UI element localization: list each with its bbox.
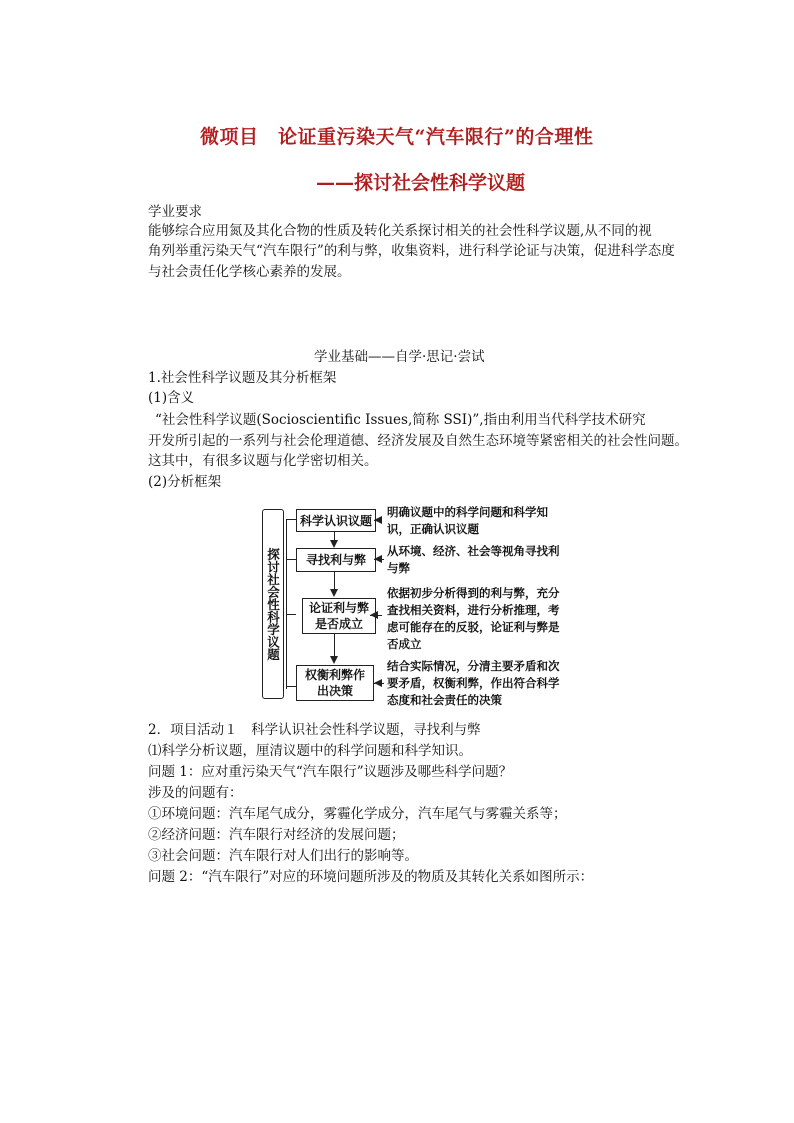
activity-title: 2．项目活动１ 科学认识社会性科学议题，寻找利与弊 — [148, 722, 481, 738]
requirements-line-2: 角列举重污染天气“汽车限行”的利与弊，收集资料，进行科学论证与决策，促进科学态度 — [148, 243, 675, 259]
step-box-2: 寻找利与弊 — [296, 548, 376, 572]
left-arrow-head — [374, 679, 382, 687]
issues-intro: 涉及的问题有： — [148, 785, 243, 801]
down-arrow-head — [330, 656, 338, 664]
requirements-heading: 学业要求 — [148, 204, 202, 220]
down-arrow-line — [334, 633, 335, 657]
connector-tick — [286, 614, 296, 615]
definition-line-3: 这其中，有很多议题与化学密切相关。 — [148, 453, 378, 469]
definition-line-2: 开发所引起的一系列与社会伦理道德、经济发展及自然生态环境等紧密相关的社会性问题。 — [148, 433, 688, 449]
subsection-framework: (2)分析框架 — [148, 474, 222, 490]
down-arrow-head — [330, 589, 338, 597]
step-desc-3: 依据初步分析得到的利与弊，充分查找相关资料，进行分析推理，考虑可能存在的反驳，论证利与弊是否成立 — [387, 586, 560, 651]
step-box-3: 论证利与弊是否成立 — [302, 598, 376, 634]
page-title: 微项目 论证重污染天气“汽车限行”的合理性 — [200, 126, 594, 148]
down-arrow-head — [330, 540, 338, 548]
question-2: 问题 2：“汽车限行”对应的环境问题所涉及的物质及其转化关系如图所示： — [148, 869, 594, 885]
step-desc-2: 从环境、经济、社会等视角寻找利与弊 — [387, 544, 560, 575]
subsection-meaning: (1)含义 — [148, 390, 195, 406]
connector-tick — [286, 559, 296, 560]
issue-1: ①环境问题：汽车尾气成分，雾霾化学成分，汽车尾气与雾霾关系等； — [148, 806, 567, 822]
step-box-1: 科学认识议题 — [296, 509, 376, 532]
section-1-title: 1.社会性科学议题及其分析框架 — [148, 370, 337, 386]
definition-line-1: “社会性科学议题(Socioscientific Issues,简称 SSI)”,指由利用当代科学技术研究 — [155, 412, 646, 428]
page-subtitle: ——探讨社会性科学议题 — [316, 172, 526, 194]
framework-connector — [286, 519, 287, 689]
left-arrow-head — [374, 555, 382, 563]
issue-2: ②经济问题：汽车限行对经济的发展问题； — [148, 827, 405, 843]
left-arrow-head — [370, 611, 378, 619]
question-1: 问题 1：应对重污染天气“汽车限行”议题涉及哪些科学问题？ — [148, 764, 513, 780]
connector-tick — [286, 519, 296, 520]
activity-sub-1: ⑴科学分析议题，厘清议题中的科学问题和科学知识。 — [148, 743, 472, 759]
issue-3: ③社会问题：汽车限行对人们出行的影响等。 — [148, 848, 418, 864]
basics-heading: 学业基础——自学·思记·尝试 — [314, 349, 485, 365]
requirements-line-1: 能够综合应用氮及其化合物的性质及转化关系探讨相关的社会性科学议题,从不同的视 — [148, 223, 652, 239]
down-arrow-line — [334, 571, 335, 590]
left-arrow-head — [374, 516, 382, 524]
step-desc-4: 结合实际情况，分清主要矛盾和次要矛盾，权衡利弊，作出符合科学态度和社会责任的决策 — [387, 659, 560, 707]
step-box-4: 权衡利弊作出决策 — [296, 665, 374, 701]
connector-tick — [286, 686, 296, 687]
step-desc-1: 明确议题中的科学问题和科学知识，正确认识议题 — [387, 505, 548, 536]
requirements-line-3: 与社会责任化学核心素养的发展。 — [148, 264, 351, 280]
framework-side-label: 探讨社会性科学议题 — [262, 509, 284, 699]
